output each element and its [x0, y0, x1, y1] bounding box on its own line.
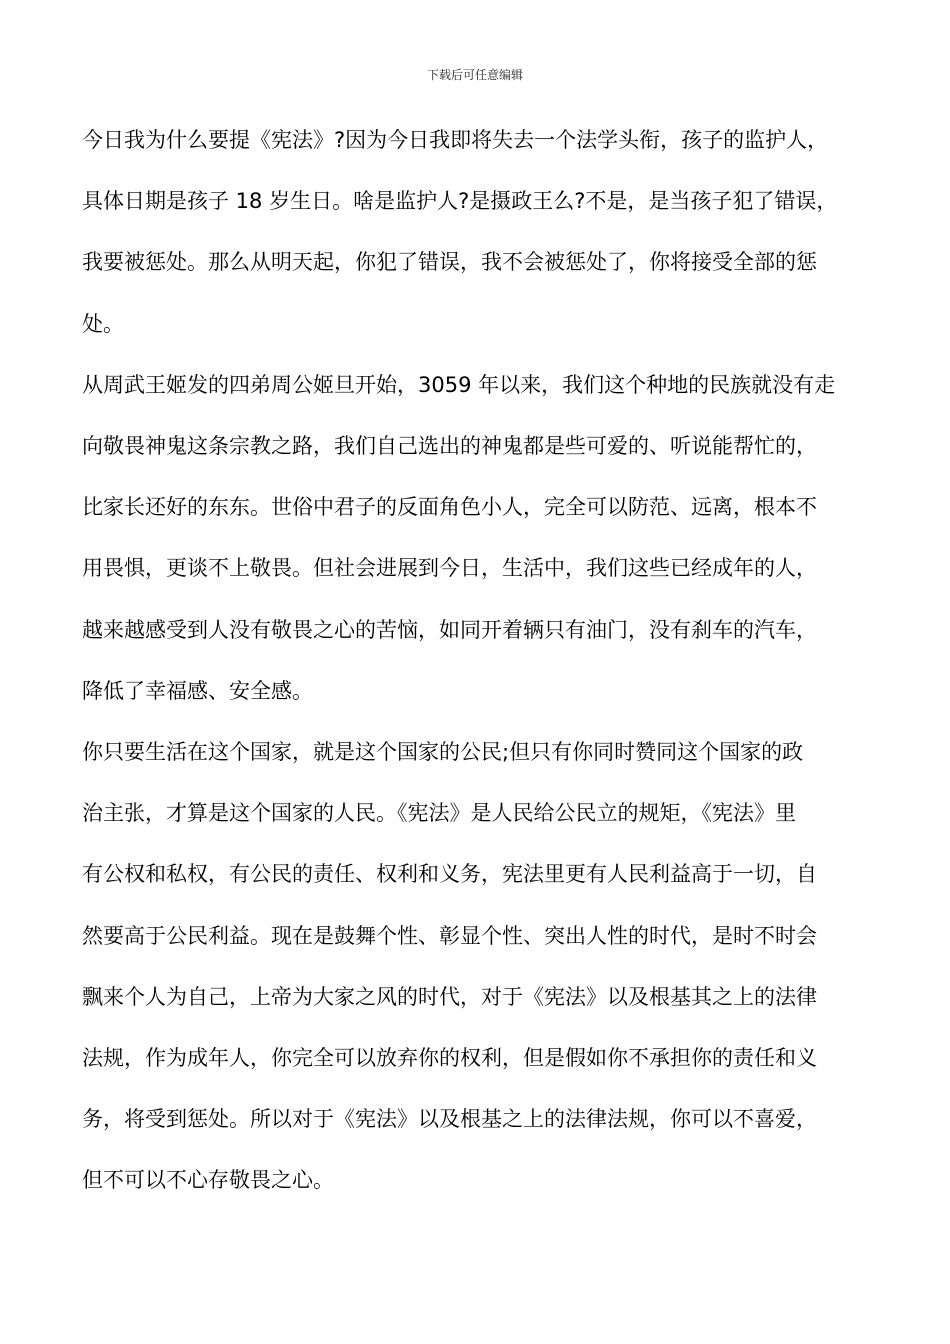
- text-line: 比家长还好的东东。世俗中君子的反面角色小人，完全可以防范、远离，根本不: [82, 495, 817, 520]
- paragraph-3: [82, 722, 882, 1212]
- paragraph-2: [82, 355, 882, 722]
- text-line: 有公权和私权，有公民的责任、权利和义务，宪法里更有人民利益高于一切，自: [82, 862, 817, 887]
- text-line: 然要高于公民利益。现在是鼓舞个性、彰显个性、突出人性的时代，是时不时会: [82, 923, 817, 948]
- text-line: 向敬畏神鬼这条宗教之路，我们自己选出的神鬼都是些可爱的、听说能帮忙的，: [82, 434, 817, 459]
- page-header: 下载后可任意编辑: [426, 68, 523, 82]
- text-line: 但不可以不心存敬畏之心。: [82, 1168, 334, 1193]
- text-line: 飘来个人为自己，上帝为大家之风的时代，对于《宪法》以及根基其之上的法律: [82, 984, 817, 1009]
- text-line: 今日我为什么要提《宪法》?因为今日我即将失去一个法学头衔，孩子的监护人，: [82, 128, 829, 152]
- text-line: 务，将受到惩处。所以对于《宪法》以及根基之上的法律法规，你可以不喜爱，: [82, 1107, 817, 1132]
- document-body: [82, 110, 882, 1212]
- text-line: 用畏惧，更谈不上敬畏。但社会进展到今日，生活中，我们这些已经成年的人，: [82, 556, 817, 581]
- text-line: 治主张，才算是这个国家的人民。《宪法》是人民给公民立的规矩，《宪法》里: [82, 801, 796, 826]
- text-line: 法规，作为成年人，你完全可以放弃你的权利，但是假如你不承担你的责任和义: [82, 1046, 817, 1071]
- text-line: 具体日期是孩子 18 岁生日。啥是监护人?是摄政王么?不是，是当孩子犯了错误，: [82, 189, 838, 214]
- paragraph-1: [82, 110, 882, 355]
- text-line: 我要被惩处。那么从明天起，你犯了错误，我不会被惩处了，你将接受全部的惩: [82, 250, 817, 275]
- text-line: 从周武王姬发的四弟周公姬旦开始，3059 年以来，我们这个种地的民族就没有走: [82, 372, 836, 397]
- text-line: 处。: [82, 311, 124, 336]
- text-line: 你只要生活在这个国家，就是这个国家的公民;但只有你同时赞同这个国家的政: [82, 740, 804, 765]
- text-line: 越来越感受到人没有敬畏之心的苦恼，如同开着辆只有油门，没有刹车的汽车，: [82, 617, 817, 642]
- text-line: 降低了幸福感、安全感。: [82, 678, 313, 703]
